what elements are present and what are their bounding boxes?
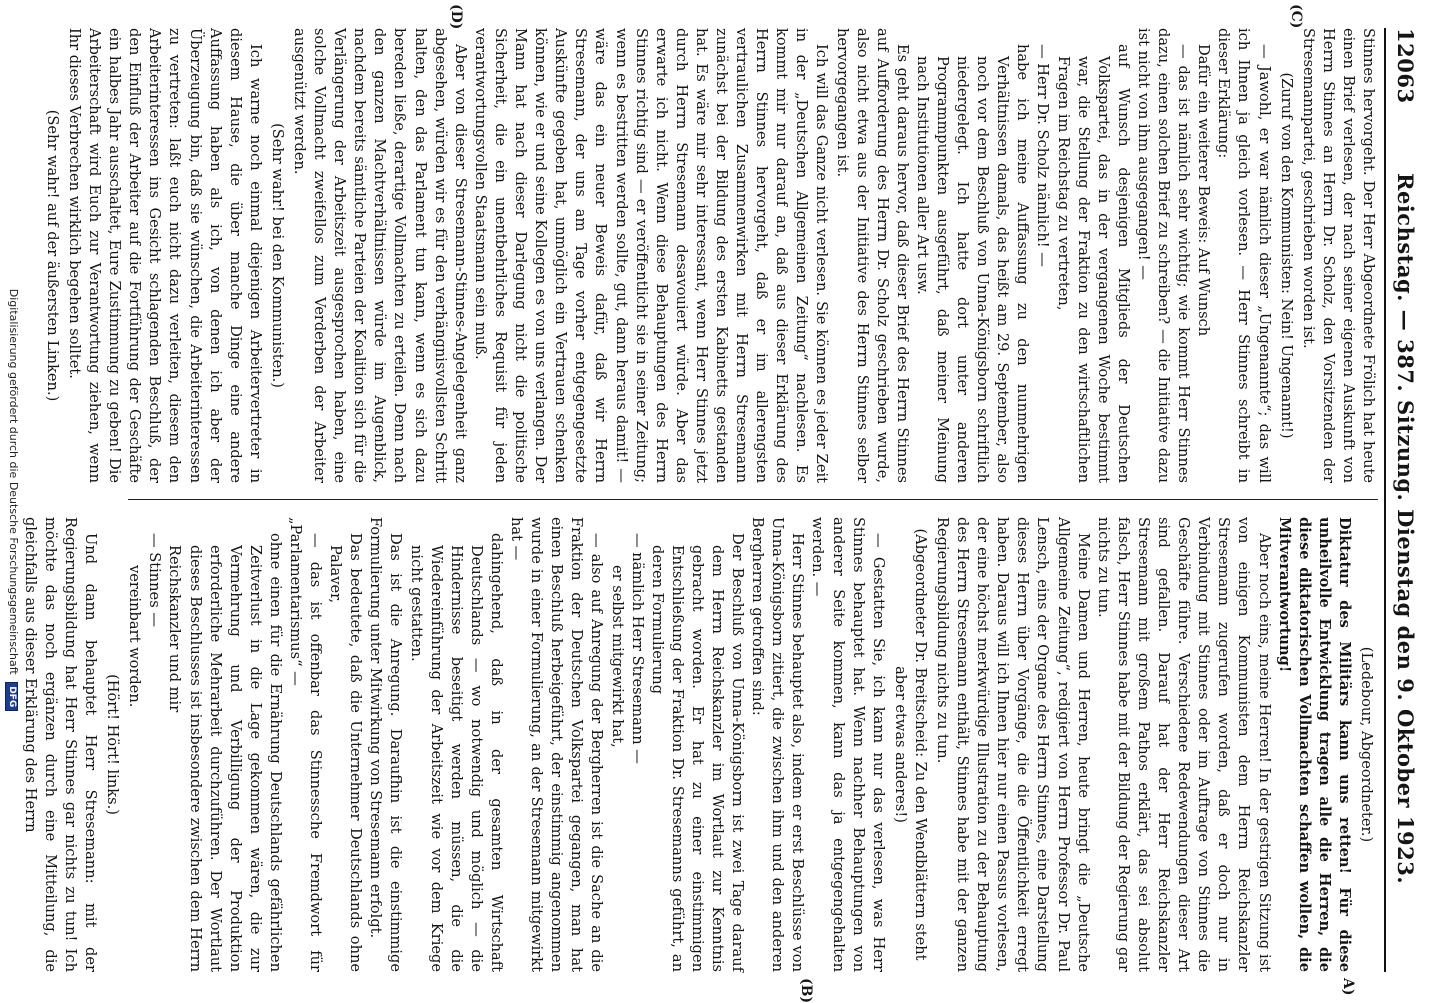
paragraph: — also auf Anregung der Bergherren ist die Sache an die Fraktion der Deutschen Volkspartei gegangen, man hat einen Beschluß herbeigeführt, der einstimmig angenommen wurde in einer Formulierung, an der Stresemann mitgewirkt hat — (508, 517, 606, 972)
text-column-right (21, 517, 1378, 972)
paragraph: Stinnes hervorgeht. Der Herr Abgeordnete Frölich hat heute einen Brief verlesen, der nach seiner eigenen Auskunft von Herrn Stinnes an Herrn Dr. Scholz, den Vorsitzenden der Stresemannpartei, geschrieben worden ist. (1299, 28, 1377, 483)
interjection: (Sehr wahr! bei den Kommunisten.) (268, 123, 286, 388)
quotation: ohne einen für die Ernährung Deutschlands gefährlichen Zeitverlust in die Lage gekommen wären, die zur Vermehrung und Verbilligung der Produktion erforderliche Mehrarbeit durchzuführen. Der Wortlaut dieses Beschlusses ist insbesondere zwischen dem Herrn Reichskanzler und mir (166, 533, 284, 972)
paragraph: — nämlich Herr Stresemann — (628, 533, 646, 764)
margin-mark-a: A) (1340, 978, 1356, 996)
paragraph: — das ist nämlich sehr wichtig; wie kommt Herr Stinnes dazu, einen solchen Brief zu schreiben? — die Initiative dazu ist nicht von ihm ausgegangen! — (1134, 28, 1193, 483)
quotation: Dafür ein weiterer Beweis: Auf Wunsch (1195, 44, 1213, 337)
paragraph: — Gestatten Sie, ich kann nur das verlesen, was Herr Stinnes behauptet hat. Wenn nachher Behauptungen von anderer Seite kommen, kann das ja entgegengehalten werden. — (809, 517, 887, 972)
page-header (1388, 28, 1422, 972)
paragraph: Ich will das Ganze nicht verlesen. Sie können es jeder Zeit in der „Deutschen Allgemeinen Zeitung“ nachlesen. Es kommt mir nur darauf an, daß aus dieser Erklärung des Herrn Stinnes hervorgeht, daß er im allerengsten vertraulichen Zusammenwirken mit Herrn Stresemann zunächst bei der Bildung des ersten Kabinetts gestanden hat. Es wäre mir sehr interessant, wenn Herr Stinnes jetzt durch Herrn Stresemann desavouiert würde. Aber das erwarte ich nicht. Wenn diese Behauptungen des Herrn Stinnes richtig sind — er veröffentlicht sie in seiner Zeitung; wenn es bestritten werden sollte, gut, dann heraus damit! — wäre das ein neuer Beweis dafür, daß wir Herrn Stresemann, der uns am Tage vorher entgegengesetzte Auskünfte gegeben hat, unmöglich ein Vertrauen schenken können, wie er und seine Kollegen es von uns verlangen. Der Mann hat nach dieser Darlegung nicht die politische Sicherheit, die ein unentbehrliches Requisit für jeden verantwortungsvollen Staatsmann sein muß. (471, 28, 831, 483)
interjection: (Abgeordneter Dr. Breitscheid: Zu den Wendblättern steht aber etwas anderes!) (891, 528, 929, 961)
digitization-credit-text: Digitalisierung gefördert durch die Deutsche Forschungsgemeinschaft (7, 288, 20, 675)
margin-mark-c: (C) (1288, 4, 1304, 29)
paragraph: Meine Damen und Herren, heute bringt die „Deutsche Allgemeine Zeitung“, redigiert von Herrn Professor Dr. Paul Lensch, eins der Organe des Herrn Stinnes, eine Darstellung dieses Herrn über Vorgänge, die die Öffentlichkeit erregt haben. Daraus will ich Ihnen hier nur einen Passus vorlesen, der eine höchst merkwürdige Illustration zu der Behauptung des Herrn Stresemann enthält, Stinnes habe mit der ganzen Regierungsbildung nichts zu tun. (934, 517, 1092, 972)
header-rule (1384, 28, 1386, 972)
quotation: er selbst mitgewirkt hat, (608, 565, 626, 748)
paragraph: Und dann behauptet Herr Stresemann: mit der Regierungsbildung hat Herr Stinnes gar nichts zu tun! Ich möchte das noch ergänzen durch eine Mitteilung, die gleichfalls aus dieser Erklärung des Herrn (21, 517, 100, 972)
speaker-label: (Ledebour, Abgeordneter.) (1358, 646, 1375, 843)
page-header-title: Reichstag. — 387. Sitzung. Dienstag den 9. Oktober 1923. (1393, 173, 1418, 885)
quotation: auf Wunsch desjenigen Mitglieds der Deutschen Volkspartei, das in der vergangenen Woche bestimmt war, die Stellung der Fraktion zu den wirtschaftlichen Fragen im Reichstag zu vertreten, (1054, 44, 1132, 483)
quotation: Der Beschluß von Unna-Königsborn ist zwei Tage darauf dem Herrn Reichskanzler im Wortlaut zur Kenntnis gebracht worden. Er hat zu einer einstimmigen Entschließung der Fraktion Dr. Stresemanns geführt, an deren Formulierung (648, 533, 747, 972)
margin-mark-b: (B) (798, 978, 814, 1003)
paragraph: — Jawohl, er war nämlich dieser „Ungenannte“; das will ich Ihnen ja gleich vorlesen. — Herr Stinnes schreibt in dieser Erklärung: (1215, 28, 1273, 483)
quotation: habe ich meine Auffassung zu den nunmehrigen Verhältnissen damals, das heißt am 29. September, also noch vor dem Beschluß von Unna-Königsborn schriftlich niedergelegt. Ich hatte dort unter anderen Programmpunkten ausgeführt, daß meiner Meinung nach Institutionen aller Art usw. (913, 44, 1032, 483)
quotation: dahingehend, daß in der gesamten Wirtschaft Deutschlands — wo notwendig und möglich — die Hindernisse beseitigt werden müssen, die die Wiedereinführung der Arbeitszeit wie vor dem Kriege nicht gestatten. (407, 533, 505, 972)
paragraph: Diktatur des Militärs kann uns retten! Für diese unheilvolle Entwicklung tragen alle die Herren, die diese diktatorischen Vollmachten schaffen wollen, die Mitverantwortung! (1275, 517, 1353, 972)
dfg-logo: DFG (5, 682, 18, 711)
paragraph: Aber noch eins, meine Herren! In der gestrigen Sitzung ist von einigen Kommunisten dem Herrn Reichskanzler Stresemann zugerufen worden, daß er doch nur in Verbindung mit Stinnes oder im Auftrage von Stinnes die Geschäfte führe. Verschiedene Redewendungen dieser Art sind gefallen. Darauf hat der Herr Reichskanzler Stresemann mit großem Pathos erklärt, das sei absolut falsch, Herr Stinnes habe mit der Bildung der Regierung gar nichts zu tun. (1094, 517, 1273, 972)
paragraph: Aber von dieser Stresemann-Stinnes-Angelegenheit ganz abgesehen, würden wir es für den verhängnisvollsten Schritt halten, den das Parlament tun kann, wenn es sich dazu bereden ließe, derartige Vollmachten zu erteilen. Denn nach den ganzen Machtverhältnissen würde im Augenblick, nachdem bereits sämtliche Parteien der Koalition sich für die Verlängerung der Arbeitszeit ausgesprochen haben, eine solche Vollmacht zweifellos zum Verderben der Arbeiter ausgenützt werden. (291, 28, 469, 483)
column-divider (128, 499, 1378, 500)
margin-mark-d: (D) (448, 4, 464, 30)
interjection: (Zuruf von den Kommunisten: Nein! Ungenannt!) (1277, 72, 1295, 439)
paragraph: — das ist offenbar das Stinnessche Fremdwort für „Parlamentarismus“ — (287, 517, 325, 972)
quotation: Das bedeutete, daß die Unternehmer Deutschlands ohne Palaver, (327, 533, 365, 972)
paragraph: Das ist die Anregung. Daraufhin ist die einstimmige Formulierung unter Mitwirkung von Stresemann erfolgt. (367, 517, 405, 972)
quotation: vereinbart worden. (126, 565, 144, 708)
page-number: 12063 (1393, 28, 1418, 104)
paragraph: Es geht daraus hervor, daß dieser Brief des Herrn Stinnes auf Aufforderung des Herrn Dr. Scholz geschrieben wurde, also nicht etwa aus der Initiative des Herrn Stinnes selber hervorgegangen ist. (833, 28, 911, 483)
paragraph: — Herr Dr. Scholz nämlich! — (1034, 44, 1052, 267)
paragraph: — Stinnes — (146, 533, 164, 627)
paragraph: Herr Stinnes behauptet also, indem er erst Beschlüsse von Unna-Königsborn zitiert, die zwischen ihm und den anderen Bergherren getroffen sind: (749, 517, 807, 972)
interjection: (Sehr wahr! auf der äußersten Linken.) (43, 109, 61, 402)
interjection: (Hört! Hört! links.) (104, 674, 122, 815)
digitization-credit (5, 0, 20, 1000)
text-column-left (43, 28, 1378, 483)
paragraph: Ich warne noch einmal diejenigen Arbeitervertreter in diesem Hause, die über manche Dinge eine andere Auffassung haben als ich, von denen ich aber der Überzeugung bin, daß sie wünschen, die Arbeiterinteressen zu vertreten: laßt euch nicht dazu verleiten, diesem den Arbeiterinteressen ins Gesicht schlagenden Beschluß, der den Einfluß der Arbeiter auf die Fortführung der Geschäfte ein halbes Jahr ausschaltet, Eure Zustimmung zu geben! Die Arbeiterschaft wird Euch zur Verantwortung ziehen, wenn Ihr dieses Verbrechen wirklich begehen solltet. (66, 28, 264, 483)
